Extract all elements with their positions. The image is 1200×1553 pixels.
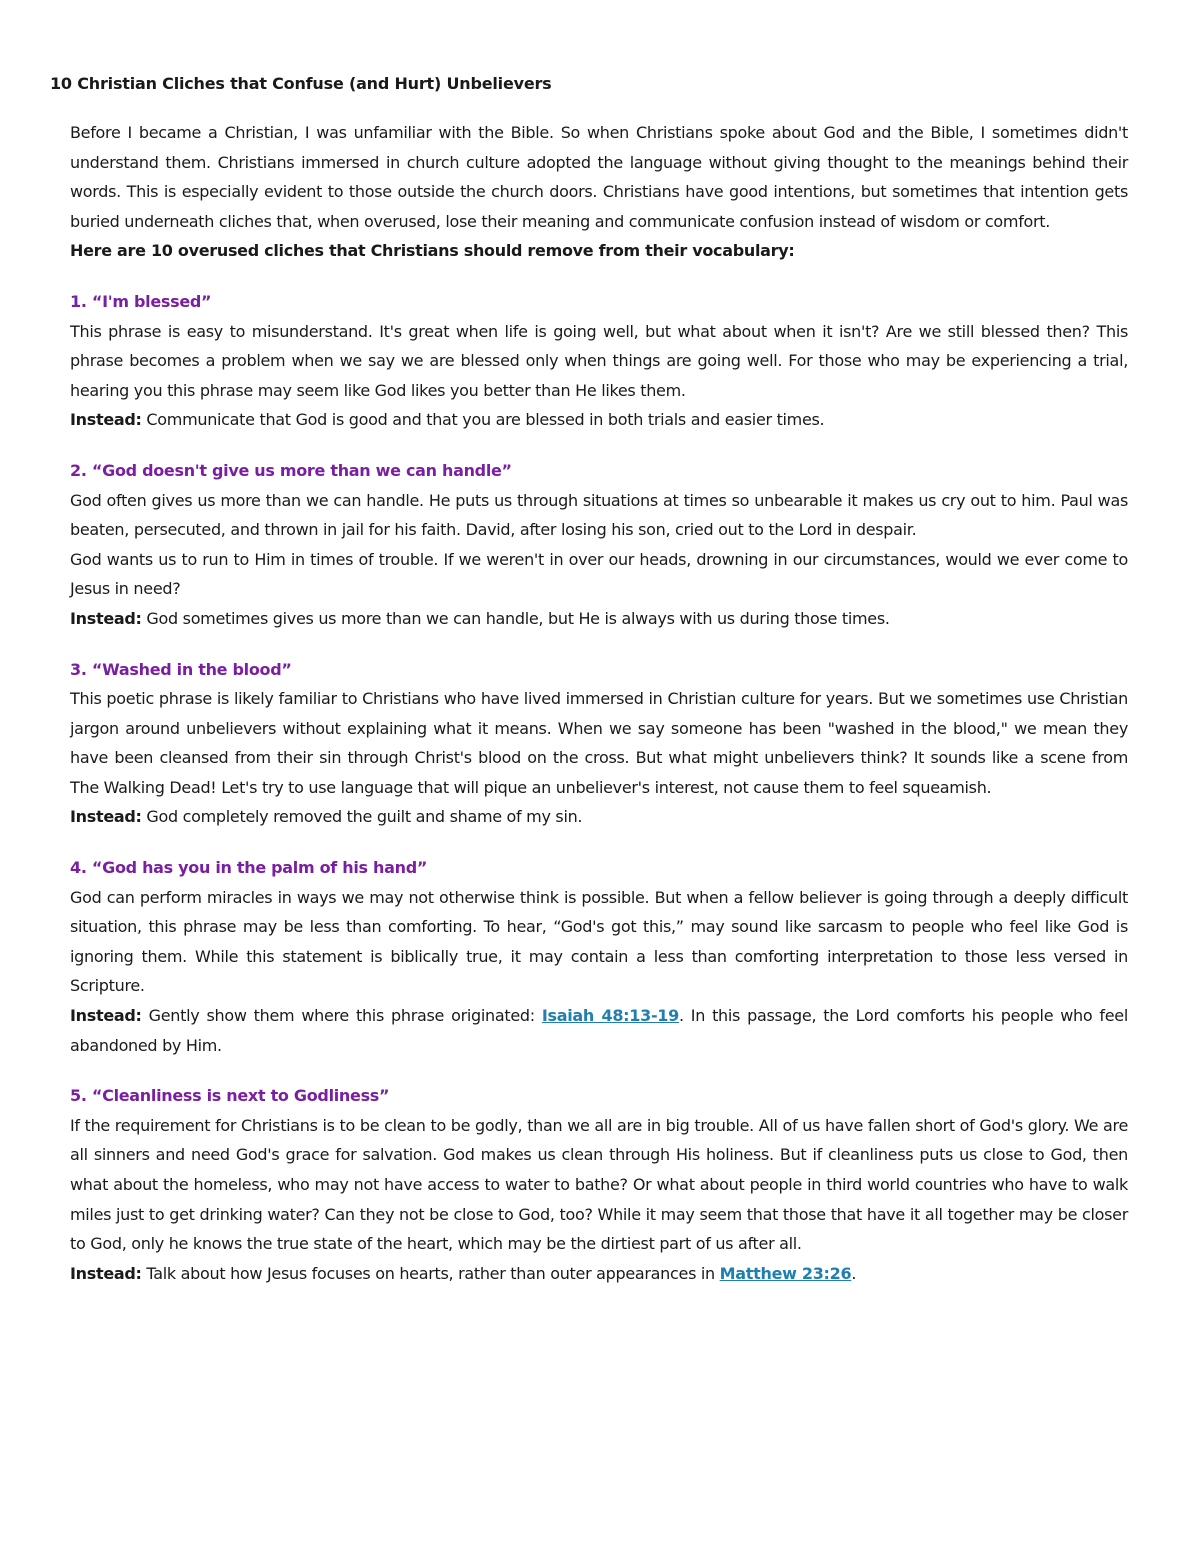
instead-line [70, 1001, 1128, 1060]
section-title: “I'm blessed” [91, 291, 212, 311]
instead-text: God completely removed the guilt and shame of my sin. [146, 807, 583, 827]
section-number: 1. [70, 291, 87, 311]
instead-text: Gently show them where this phrase originated: [148, 1006, 542, 1026]
section-paragraph: God can perform miracles in ways we may not otherwise think is possible. But when a fellow believer is going through a deeply difficult situation, this phrase may be less than comforting. To hear, “God's got this,” may sound like sarcasm to people who feel like God is ignoring them. While this statement is biblically true, it may contain a less than comforting interpretation to those less versed in Scripture. [70, 887, 1128, 996]
instead-label: Instead: [70, 1263, 142, 1283]
instead-text: Talk about how Jesus focuses on hearts, rather than outer appearances in [141, 1263, 720, 1283]
intro-lead: Here are 10 overused cliches that Christians should remove from their vocabulary: [70, 241, 795, 261]
section-3 [70, 655, 1128, 833]
instead-text-after: . In this passage, the Lord comforts his people who feel abandoned by Him. [70, 1006, 1128, 1055]
section-heading [70, 853, 1128, 883]
section-title: “Washed in the blood” [91, 659, 292, 679]
section-paragraph: This phrase is easy to misunderstand. It's great when life is going well, but what about when it isn't? Are we still blessed then? This phrase becomes a problem when we say we are blessed only when things are going well. For those who may be experiencing a trial, hearing you this phrase may seem like God likes you better than He likes them. [70, 321, 1128, 400]
section-title: “God has you in the palm of his hand” [91, 858, 428, 878]
section-number: 4. [70, 858, 87, 878]
section-paragraph: This poetic phrase is likely familiar to Christians who have lived immersed in Christian culture for years. But we sometimes use Christian jargon around unbelievers without explaining what it means. When we say someone has been "washed in the blood," we mean they have been cleansed from their sin through Christ's blood on the cross. But what might unbelievers think? It sounds like a scene from The Walking Dead! Let's try to use language that will pique an unbeliever's interest, not cause them to feel squeamish. [70, 689, 1128, 797]
document-body [70, 118, 1128, 1288]
section-paragraph: God wants us to run to Him in times of trouble. If we weren't in over our heads, drowning in our circumstances, would we ever come to Jesus in need? [70, 549, 1128, 599]
scripture-link-matthew[interactable]: Matthew 23:26 [719, 1263, 852, 1283]
scripture-link-isaiah[interactable]: Isaiah 48:13-19 [541, 1006, 679, 1026]
section-heading [70, 456, 1128, 486]
instead-label: Instead: [70, 410, 142, 430]
intro-paragraph: Before I became a Christian, I was unfamiliar with the Bible. So when Christians spoke about God and the Bible, I sometimes didn't understand them. Christians immersed in church culture adopted the language without giving thought to the meanings behind their words. This is especially evident to those outside the church doors. Christians have good intentions, but sometimes that intention gets buried underneath cliches that, when overused, lose their meaning and communicate confusion instead of wisdom or comfort. [70, 123, 1128, 231]
section-number: 2. [70, 460, 87, 480]
section-heading [70, 287, 1128, 317]
instead-text-after: . [851, 1263, 857, 1283]
instead-line [70, 1259, 1128, 1289]
section-5 [70, 1081, 1128, 1288]
instead-line [70, 802, 1128, 832]
instead-label: Instead: [70, 608, 142, 628]
section-heading [70, 1081, 1128, 1111]
section-number: 5. [70, 1086, 87, 1106]
document-title: 10 Christian Cliches that Confuse (and Hurt) Unbelievers [50, 74, 552, 93]
section-2 [70, 456, 1128, 634]
section-heading [70, 655, 1128, 685]
instead-text: Communicate that God is good and that you are blessed in both trials and easier times. [146, 410, 825, 430]
instead-text: God sometimes gives us more than we can handle, but He is always with us during those times. [146, 608, 890, 628]
section-4 [70, 853, 1128, 1060]
section-title: “Cleanliness is next to Godliness” [91, 1086, 390, 1106]
instead-line [70, 405, 1128, 435]
section-title: “God doesn't give us more than we can handle” [91, 460, 512, 480]
instead-label: Instead: [70, 1006, 142, 1026]
instead-line [70, 604, 1128, 634]
section-1 [70, 287, 1128, 435]
section-number: 3. [70, 659, 87, 679]
instead-label: Instead: [70, 807, 142, 827]
section-paragraph: If the requirement for Christians is to be clean to be godly, than we all are in big trouble. All of us have fallen short of God's glory. We are all sinners and need God's grace for salvation. God makes us clean through His holiness. But if cleanliness puts us close to God, then what about the homeless, who may not have access to water to bathe? Or what about people in third world countries who have to walk miles just to get drinking water? Can they not be close to God, too? While it may seem that those that have it all together may be closer to God, only he knows the true state of the heart, which may be the dirtiest part of us after all. [70, 1115, 1128, 1254]
section-paragraph: God often gives us more than we can handle. He puts us through situations at times so unbearable it makes us cry out to him. Paul was beaten, persecuted, and thrown in jail for his faith. David, after losing his son, cried out to the Lord in despair. [70, 490, 1128, 540]
